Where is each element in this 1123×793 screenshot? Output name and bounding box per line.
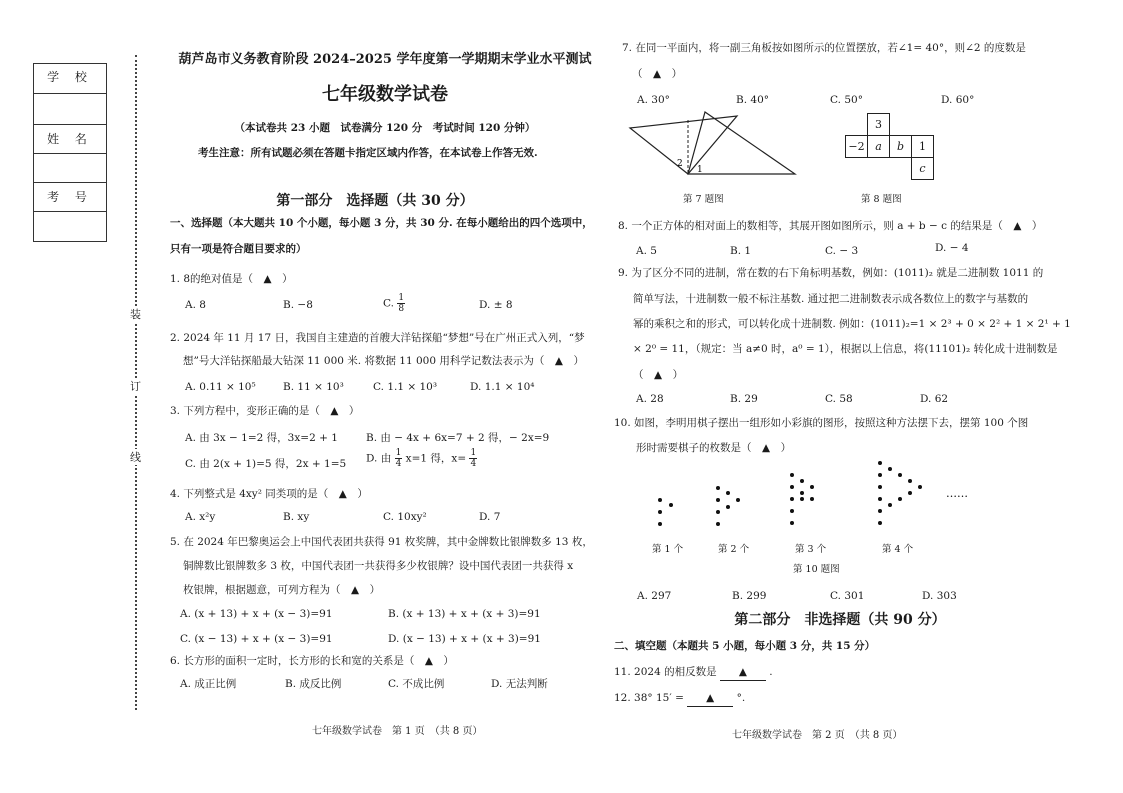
q10-label-2: 第 2 个 — [718, 544, 750, 555]
q1-option-a: A. 8 — [185, 299, 206, 311]
q10-label-1: 第 1 个 — [652, 544, 684, 555]
id-field-label: 考 号 — [34, 182, 106, 212]
angle-1-label: 1 — [697, 165, 703, 175]
binding-char-ding: 订 — [130, 380, 141, 393]
school-field-label: 学 校 — [47, 70, 93, 84]
q10-label-4: 第 4 个 — [882, 544, 914, 555]
q3-option-d-fraction-2 — [469, 448, 477, 469]
page-footer-right: 七年级数学试卷 第 2 页 （共 8 页） — [732, 730, 903, 741]
net-cell: c — [911, 157, 934, 180]
q2-stem-line1: 2. 2024 年 11 月 17 日，我国自主建造的首艘大洋钻探船“梦想”号在广州正式入列，“梦 — [170, 332, 585, 344]
q5-stem-line1: 5. 在 2024 年巴黎奥运会上中国代表团共获得 91 枚奖牌，其中金牌数比银牌数多 13 枚， — [170, 536, 593, 548]
q10-flag-pattern-figure — [640, 455, 980, 535]
net-cell: b — [889, 135, 912, 158]
q9-option-d: D. 62 — [920, 393, 949, 405]
fraction-numerator: 1 — [398, 293, 405, 303]
pattern-ellipsis: …… — [946, 487, 968, 500]
angle-2-label: 2 — [677, 159, 683, 169]
q3-option-c: C. 由 2(x + 1)=5 得，2x + 1=5 — [185, 458, 347, 470]
exam-header-line: 葫芦岛市义务教育阶段 2024–2025 学年度第一学期期末学业水平测试 — [178, 52, 592, 67]
q8-figure-caption: 第 8 题图 — [861, 194, 902, 205]
net-cell: a — [867, 135, 890, 158]
student-info-table — [33, 63, 107, 242]
school-field-box[interactable] — [34, 93, 106, 125]
q7-option-c: C. 50° — [830, 94, 863, 106]
fraction-denominator: 4 — [470, 459, 477, 469]
q1-option-c-label: C. — [383, 297, 394, 310]
part2-instruction: 二、填空题（本题共 5 小题，每小题 3 分，共 15 分） — [614, 640, 876, 652]
q5-option-a: A. (x + 13) + x + (x − 3)=91 — [180, 608, 333, 620]
q2-option-a: A. 0.11 × 10⁵ — [185, 381, 256, 393]
q10-stem-line1: 10. 如图，李明用棋子摆出一组形如小彩旗的图形，按照这种方法摆下去，摆第 100 个图 — [614, 417, 1029, 429]
q6-option-d: D. 无法判断 — [491, 678, 548, 690]
q10-stem-line2: 形时需要棋子的枚数是（ ▲ ） — [636, 442, 792, 454]
q4-option-a: A. x²y — [185, 511, 216, 523]
fraction-numerator: 1 — [470, 448, 477, 458]
net-cell: 1 — [911, 135, 934, 158]
binding-char-zhuang: 装 — [130, 308, 141, 321]
page-title: 七年级数学试卷 — [322, 84, 448, 105]
q6-option-b: B. 成反比例 — [285, 678, 342, 690]
q9-option-c: C. 58 — [825, 393, 853, 405]
q11-answer-blank: ▲ — [720, 664, 766, 681]
fraction-denominator: 8 — [398, 304, 405, 314]
q6-stem: 6. 长方形的面积一定时，长方形的长和宽的关系是（ ▲ ） — [170, 655, 454, 667]
q12 — [614, 690, 745, 707]
q8-option-d: D. − 4 — [935, 242, 969, 254]
q1-option-b: B. −8 — [283, 299, 313, 311]
q8-option-b: B. 1 — [730, 245, 752, 257]
part1-instruction: 一、选择题（本大题共 10 个小题，每小题 3 分，共 30 分. 在每小题给出的四个选项中， — [170, 217, 593, 229]
q8-stem: 8. 一个正方体的相对面上的数相等，其展开图如图所示，则 a + b − c 的结果是（ ▲ ） — [618, 220, 1043, 232]
pattern-4 — [878, 461, 922, 525]
q6-option-c: C. 不成比例 — [388, 678, 445, 690]
page-footer-left: 七年级数学试卷 第 1 页 （共 8 页） — [312, 726, 483, 737]
q12-stem: 12. 38° 15′ = — [614, 692, 684, 704]
q7-triangles-figure — [625, 110, 800, 182]
q5-stem-line2: 铜牌数比银牌数多 3 枚，中国代表团一共获得多少枚银牌？设中国代表团一共获得 x — [183, 560, 574, 572]
q9-stem-line3: 幂的乘积之和的形式，可以转化成十进制数. 例如：(1011)₂=1 × 2³ + 0 × 2² + 1 × 2¹ + 1 — [633, 318, 1071, 330]
q3-option-d-middle: x=1 得，x= — [405, 452, 467, 465]
q11-stem: 11. 2024 的相反数是 — [614, 666, 717, 678]
part2-title: 第二部分 非选择题（共 90 分） — [734, 612, 946, 628]
q5-option-c: C. (x − 13) + x + (x − 3)=91 — [180, 633, 333, 645]
net-cell: −2 — [845, 135, 868, 158]
q3-option-d-label: D. 由 — [366, 452, 392, 465]
pattern-3 — [790, 473, 814, 525]
exam-notice: 考生注意：所有试题必须在答题卡指定区域内作答，在本试卷上作答无效. — [198, 147, 538, 159]
q12-unit: °. — [736, 692, 746, 704]
q9-stem-line2: 简单写法，十进制数一般不标注基数. 通过把二进制数表示成各数位上的数字与基数的 — [633, 293, 1029, 305]
part1-title: 第一部分 选择题（共 30 分） — [276, 193, 474, 209]
q5-stem-line3: 枚银牌，根据题意，可列方程为（ ▲ ） — [183, 584, 381, 596]
q8-option-a: A. 5 — [636, 245, 657, 257]
pattern-1 — [658, 498, 673, 526]
id-field-box[interactable] — [34, 211, 106, 241]
q7-stem-line1: 7. 在同一平面内，将一副三角板按如图所示的位置摆放，若∠1= 40°，则∠2 的度数是 — [622, 42, 1026, 54]
q10-option-d: D. 303 — [922, 590, 957, 602]
q8-cube-net — [845, 113, 945, 179]
binding-char-xian: 线 — [130, 451, 141, 464]
q11-period: . — [769, 666, 773, 678]
q10-option-b: B. 299 — [732, 590, 767, 602]
q10-option-a: A. 297 — [637, 590, 672, 602]
q1-option-c — [383, 293, 405, 314]
name-field-label: 姓 名 — [34, 124, 106, 154]
q5-option-b: B. (x + 13) + x + (x + 3)=91 — [388, 608, 541, 620]
q8-option-c: C. − 3 — [825, 245, 859, 257]
q7-option-b: B. 40° — [736, 94, 770, 106]
fraction-numerator: 1 — [395, 448, 402, 458]
q7-option-a: A. 30° — [637, 94, 670, 106]
q10-label-3: 第 3 个 — [795, 544, 827, 555]
q4-option-b: B. xy — [283, 511, 310, 523]
q7-figure-caption: 第 7 题图 — [683, 194, 724, 205]
q2-option-b: B. 11 × 10³ — [283, 381, 344, 393]
fraction-denominator: 4 — [395, 459, 402, 469]
q9-stem-line4: × 2⁰ = 11，（规定：当 a≠0 时，a⁰ = 1），根据以上信息，将(11101)₂ 转化成十进制数是 — [633, 343, 1058, 355]
q10-option-c: C. 301 — [830, 590, 865, 602]
q4-option-c: C. 10xy² — [383, 511, 427, 523]
q4-stem: 4. 下列整式是 4xy² 同类项的是（ ▲ ） — [170, 488, 368, 500]
set-square-1 — [630, 116, 737, 174]
q2-stem-line2: 想”号大洋钻探船最大钻深 11 000 米. 将数据 11 000 用科学记数法表示为（ ▲ ） — [183, 355, 584, 367]
q2-option-c: C. 1.1 × 10³ — [373, 381, 438, 393]
q3-stem: 3. 下列方程中，变形正确的是（ ▲ ） — [170, 405, 360, 417]
q5-option-d: D. (x − 13) + x + (x + 3)=91 — [388, 633, 541, 645]
q6-option-a: A. 成正比例 — [180, 678, 237, 690]
q4-option-d: D. 7 — [479, 511, 501, 523]
exam-meta: （本试卷共 23 小题 试卷满分 120 分 考试时间 120 分钟） — [234, 122, 536, 134]
q7-option-d: D. 60° — [941, 94, 975, 106]
q9-option-a: A. 28 — [636, 393, 664, 405]
net-cell: 3 — [867, 113, 890, 136]
q10-figure-caption: 第 10 题图 — [793, 564, 840, 575]
q11 — [614, 664, 773, 681]
q9-option-b: B. 29 — [730, 393, 758, 405]
name-field-box[interactable] — [34, 153, 106, 183]
q12-answer-blank: ▲ — [687, 690, 733, 707]
q9-stem-line1: 9. 为了区分不同的进制，常在数的右下角标明基数，例如：(1011)₂ 就是二进制数 1011 的 — [618, 267, 1044, 279]
q3-option-d-fraction-1 — [395, 448, 403, 469]
q2-option-d: D. 1.1 × 10⁴ — [470, 381, 535, 393]
part1-instruction-cont: 只有一项是符合题目要求的） — [170, 243, 307, 255]
q1-option-d: D. ± 8 — [479, 299, 513, 311]
q3-option-a: A. 由 3x − 1=2 得，3x=2 + 1 — [185, 432, 338, 444]
q1-stem: 1. 8的绝对值是（ ▲ ） — [170, 273, 293, 285]
q9-stem-line5: （ ▲ ） — [633, 369, 684, 381]
q3-option-d — [366, 448, 477, 469]
q7-stem-line2: （ ▲ ） — [632, 68, 683, 80]
q1-option-c-fraction — [397, 293, 405, 314]
q3-option-b: B. 由 − 4x + 6x=7 + 2 得，− 2x=9 — [366, 432, 550, 444]
pattern-2 — [716, 486, 740, 526]
set-square-2 — [688, 112, 795, 174]
